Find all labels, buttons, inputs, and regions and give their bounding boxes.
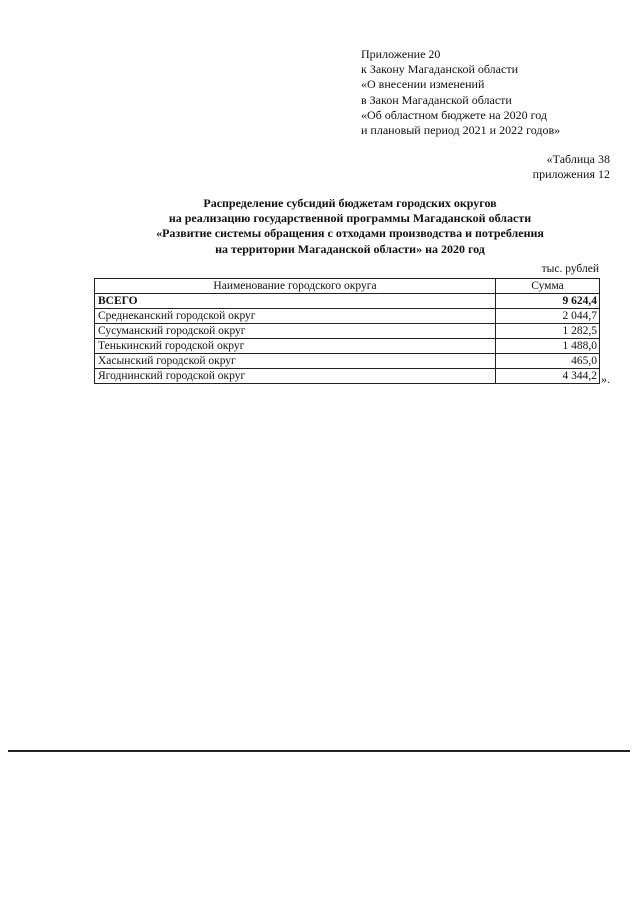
total-label: ВСЕГО <box>95 294 496 309</box>
appendix-line: к Закону Магаданской области <box>361 62 518 77</box>
closing-quote: ». <box>601 372 610 386</box>
table-row <box>95 339 600 354</box>
title-line: «Развитие системы обращения с отходами производства и потребления <box>156 226 544 241</box>
district-name: Ягоднинский городской округ <box>95 369 496 384</box>
district-name: Среднеканский городской округ <box>95 309 496 324</box>
district-amount: 465,0 <box>496 354 600 369</box>
subsidy-table <box>94 278 600 384</box>
total-amount: 9 624,4 <box>496 294 600 309</box>
table-row <box>95 354 600 369</box>
appendix-line: «О внесении изменений <box>361 77 485 92</box>
appendix-line: и плановый период 2021 и 2022 годов» <box>361 123 561 138</box>
total-row <box>95 294 600 309</box>
district-name: Тенькинский городской округ <box>95 339 496 354</box>
title-line: Распределение субсидий бюджетам городских округов <box>203 196 497 210</box>
district-name: Хасынский городской округ <box>95 354 496 369</box>
table-row <box>95 369 600 384</box>
appendix-line: в Закон Магаданской области <box>361 92 512 107</box>
district-amount: 4 344,2 <box>496 369 600 384</box>
title-line: на территории Магаданской области» на 2020 год <box>215 241 485 256</box>
appendix-line: Приложение 20 <box>361 47 441 61</box>
document-title <box>100 196 600 257</box>
column-header-amount: Сумма <box>496 279 600 294</box>
district-amount: 1 282,5 <box>496 324 600 339</box>
table-row <box>95 309 600 324</box>
title-line: на реализацию государственной программы Магаданской области <box>168 211 532 226</box>
table-reference <box>533 152 610 182</box>
units-label: тыс. рублей <box>541 263 599 275</box>
footer-divider <box>8 750 630 752</box>
column-header-name: Наименование городского округа <box>95 279 496 294</box>
district-amount: 1 488,0 <box>496 339 600 354</box>
district-amount: 2 044,7 <box>496 309 600 324</box>
table-ref-line: «Таблица 38 <box>546 152 610 166</box>
appendix-header <box>361 47 631 138</box>
table-ref-line: приложения 12 <box>532 167 610 181</box>
appendix-line: «Об областном бюджете на 2020 год <box>361 107 547 122</box>
district-name: Сусуманский городской округ <box>95 324 496 339</box>
table-row <box>95 324 600 339</box>
table-header-row <box>95 279 600 294</box>
